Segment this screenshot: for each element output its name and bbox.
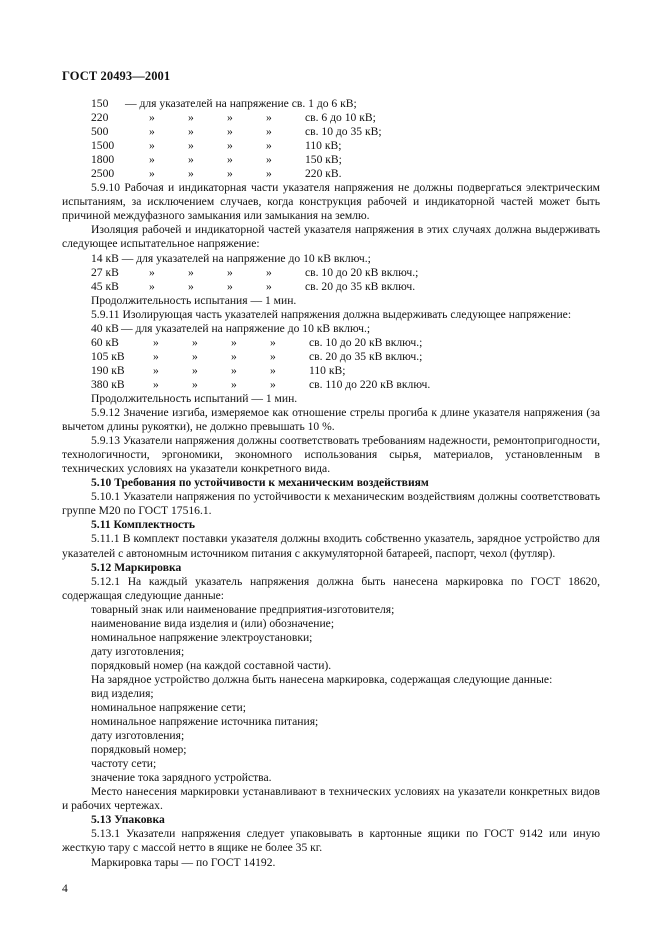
table-row: [62, 125, 600, 139]
container-marking: Маркировка тары — по ГОСТ 14192.: [91, 855, 276, 869]
row-range: св. 110 до 220 кВ включ.: [309, 377, 431, 391]
section-heading-5-10: 5.10 Требования по устойчивости к механическим воздействиям: [91, 476, 429, 490]
ditto-mark: »: [231, 363, 237, 377]
ditto-mark: »: [266, 265, 272, 279]
ditto-mark: »: [266, 125, 272, 139]
clause-5-9-13: 5.9.13 Указатели напряжения должны соответствовать требованиям надежности, ремонтопригодности, технологичности, эргономики, экономного использования сырья, материалов, установленным в технических условиях на указатели конкретного вида.: [62, 434, 600, 476]
test-duration: Продолжительность испытания — 1 мин.: [91, 293, 297, 307]
ditto-mark: »: [153, 363, 159, 377]
table-row: [62, 139, 600, 153]
list-item: номинальное напряжение источника питания;: [91, 715, 319, 729]
list-item: порядковый номер (на каждой составной части).: [91, 658, 332, 672]
ditto-mark: »: [192, 335, 198, 349]
ditto-mark: »: [227, 167, 233, 181]
ditto-mark: »: [227, 125, 233, 139]
row-value: 40 кВ: [91, 321, 119, 335]
ditto-mark: »: [227, 111, 233, 125]
ditto-mark: »: [149, 265, 155, 279]
row-value: 220: [91, 111, 109, 125]
clause-5-9-11-first-row: [62, 322, 600, 336]
clause-5-9-10-insulation: Изоляция рабочей и индикаторной частей указателя напряжения в этих случаях должна выдерживать следующее испытательное напряжение:: [62, 223, 600, 251]
ditto-mark: »: [227, 279, 233, 293]
row-value: 45 кВ: [91, 279, 119, 293]
ditto-mark: »: [188, 265, 194, 279]
table1-first-row: [62, 97, 600, 111]
clause-5-13-1: 5.13.1 Указатели напряжения следует упаковывать в картонные ящики по ГОСТ 9142 или иную жесткую тару с массой нетто в ящике не более 35 кг.: [62, 827, 600, 855]
section-heading-5-13: 5.13 Упаковка: [91, 813, 165, 827]
ditto-mark: »: [266, 279, 272, 293]
ditto-mark: »: [270, 363, 276, 377]
table-row: [62, 336, 600, 350]
ditto-mark: »: [188, 125, 194, 139]
ditto-mark: »: [266, 167, 272, 181]
list-item: частоту сети;: [91, 757, 157, 771]
row-range: св. 20 до 35 кВ включ.;: [309, 349, 423, 363]
ditto-mark: »: [270, 377, 276, 391]
ditto-mark: »: [153, 349, 159, 363]
clause-5-11-1: 5.11.1 В комплект поставки указателя должны входить собственно указатель, зарядное устройство для указателей с автономным источником питания с аккумуляторной батареей, паспорт, чехол (футляр).: [62, 532, 600, 560]
ditto-mark: »: [227, 139, 233, 153]
document-header: ГОСТ 20493—2001: [62, 69, 171, 83]
clause-5-9-10: 5.9.10 Рабочая и индикаторная части указателя напряжения не должны подвергаться электрическим испытаниям, за исключением случаев, когда конструкция рабочей и индикаторной частей может быть причиной междуфазного замыкания или замыкания на землю.: [62, 181, 600, 223]
row-range: св. 20 до 35 кВ включ.: [305, 279, 416, 293]
table-row: [62, 378, 600, 392]
ditto-mark: »: [231, 377, 237, 391]
ditto-mark: »: [192, 377, 198, 391]
row-range: 110 кВ;: [309, 363, 346, 377]
section-heading-5-11: 5.11 Комплектность: [91, 518, 196, 532]
document-body: [62, 97, 600, 870]
row-range: 220 кВ.: [305, 167, 342, 181]
list-item: порядковый номер;: [91, 743, 187, 757]
list-item: дату изготовления;: [91, 644, 185, 658]
ditto-mark: »: [188, 139, 194, 153]
list-item: номинальное напряжение электроустановки;: [91, 630, 313, 644]
test-duration: Продолжительность испытаний — 1 мин.: [91, 391, 298, 405]
ditto-mark: »: [266, 153, 272, 167]
clause-5-12-1: 5.12.1 На каждый указатель напряжения должна быть нанесена маркировка по ГОСТ 18620, содержащая следующие данные:: [62, 574, 600, 602]
table1-first-text: — для указателей на напряжение св. 1 до 6 кВ;: [125, 97, 357, 110]
ditto-mark: »: [188, 167, 194, 181]
clause-5-9-10-first-row: 14 кВ — для указателей на напряжение до 10 кВ включ.;: [91, 251, 371, 265]
marking-placement: Место нанесения маркировки устанавливают в технических условиях на указатели конкретных видов и рабочих чертежах.: [62, 785, 600, 813]
list-item: вид изделия;: [91, 686, 154, 700]
section-heading-5-12: 5.12 Маркировка: [91, 560, 182, 574]
clause-5-9-12: 5.9.12 Значение изгиба, измеряемое как отношение стрелы прогиба к длине указателя напряжения (за вычетом длины рукоятки), не должно превышать 10 %.: [62, 406, 600, 434]
ditto-mark: »: [149, 125, 155, 139]
list-item: номинальное напряжение сети;: [91, 701, 246, 715]
table-row: [62, 364, 600, 378]
row-range: 150 кВ;: [305, 153, 342, 167]
table-row: [62, 153, 600, 167]
clause-5-9-11: 5.9.11 Изолирующая часть указателей напряжения должна выдерживать следующее напряжение:: [91, 307, 572, 321]
ditto-mark: »: [266, 111, 272, 125]
ditto-mark: »: [227, 265, 233, 279]
row-value: 2500: [91, 167, 115, 181]
ditto-mark: »: [270, 349, 276, 363]
row-range: св. 10 до 20 кВ включ.;: [309, 335, 423, 349]
table-row: [62, 266, 600, 280]
ditto-mark: »: [188, 153, 194, 167]
ditto-mark: »: [231, 335, 237, 349]
ditto-mark: »: [192, 363, 198, 377]
ditto-mark: »: [153, 377, 159, 391]
ditto-mark: »: [149, 153, 155, 167]
table-row: [62, 280, 600, 294]
row-range: св. 6 до 10 кВ;: [305, 111, 376, 125]
ditto-mark: »: [149, 111, 155, 125]
ditto-mark: »: [188, 111, 194, 125]
row-value: 500: [91, 125, 109, 139]
ditto-mark: »: [149, 279, 155, 293]
row-value: 1800: [91, 153, 115, 167]
row-value: 27 кВ: [91, 265, 119, 279]
list-item: наименование вида изделия и (или) обозначение;: [91, 616, 335, 630]
row-range: св. 10 до 20 кВ включ.;: [305, 265, 419, 279]
row-range: 110 кВ;: [305, 139, 342, 153]
charger-marking-intro: На зарядное устройство должна быть нанесена маркировка, содержащая следующие данные:: [91, 672, 553, 686]
ditto-mark: »: [188, 279, 194, 293]
row-value: 105 кВ: [91, 349, 125, 363]
ditto-mark: »: [149, 139, 155, 153]
list-item: дату изготовления;: [91, 729, 185, 743]
ditto-mark: »: [153, 335, 159, 349]
ditto-mark: »: [266, 139, 272, 153]
row-value: 60 кВ: [91, 335, 119, 349]
list-item: товарный знак или наименование предприятия-изготовителя;: [91, 602, 395, 616]
row-text: — для указателей на напряжение до 10 кВ включ.;: [121, 321, 371, 335]
row-value: 190 кВ: [91, 363, 125, 377]
table-row: [62, 111, 600, 125]
ditto-mark: »: [270, 335, 276, 349]
ditto-mark: »: [149, 167, 155, 181]
ditto-mark: »: [192, 349, 198, 363]
row-range: св. 10 до 35 кВ;: [305, 125, 382, 139]
clause-5-10-1: 5.10.1 Указатели напряжения по устойчивости к механическим воздействиям должны соответствовать группе М20 по ГОСТ 17516.1.: [62, 490, 600, 518]
table1-first-value: 150: [91, 97, 109, 110]
table-row: [62, 350, 600, 364]
table-row: [62, 167, 600, 181]
list-item: значение тока зарядного устройства.: [91, 771, 272, 785]
row-value: 1500: [91, 139, 115, 153]
page-number: 4: [62, 882, 68, 895]
row-value: 380 кВ: [91, 377, 125, 391]
ditto-mark: »: [227, 153, 233, 167]
ditto-mark: »: [231, 349, 237, 363]
